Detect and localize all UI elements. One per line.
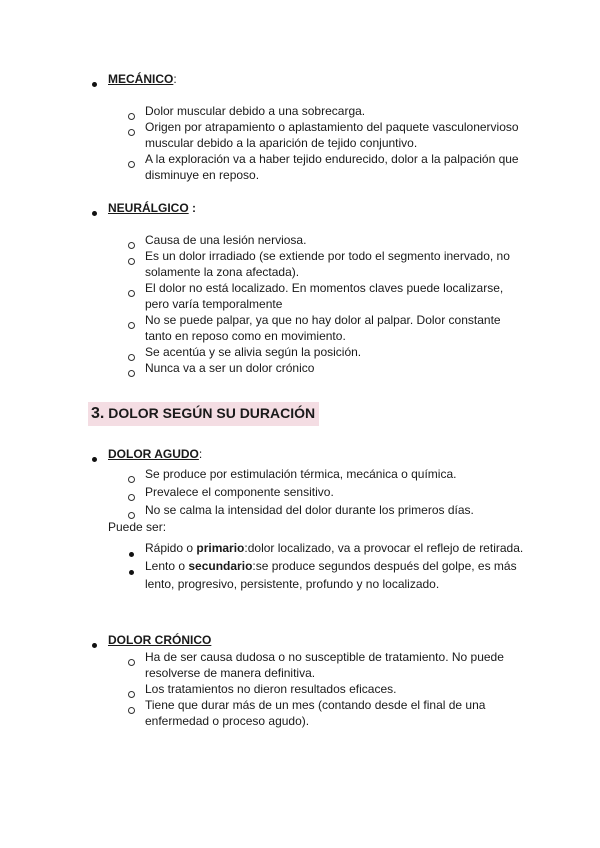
bullet-circle (128, 238, 135, 252)
bullet-circle (128, 286, 135, 300)
section-heading-duracion (88, 402, 319, 426)
list-item: No se calma la intensidad del dolor durante los primeros días. (145, 503, 474, 517)
type-item-primario (145, 540, 523, 556)
heading-label: MECÁNICO (108, 72, 174, 86)
list-item: Causa de una lesión nerviosa. (145, 233, 307, 247)
list-item: Los tratamientos no dieron resultados eficaces. (145, 682, 397, 696)
bullet-circle (128, 157, 135, 171)
list-item: Se produce por estimulación térmica, mecánica o química. (145, 467, 457, 481)
bullet-circle (128, 472, 135, 486)
list-item-cont: disminuye en reposo. (145, 168, 260, 182)
type-bold: secundario (188, 559, 253, 573)
bullet-disc (92, 76, 97, 90)
list-item: Origen por atrapamiento o aplastamiento del paquete vasculonervioso (145, 120, 519, 134)
heading-label: DOLOR CRÓNICO (108, 633, 212, 647)
bullet-circle (128, 687, 135, 701)
bullet-circle (128, 254, 135, 268)
bullet-circle (128, 655, 135, 669)
list-item-cont: resolverse de manera definitiva. (145, 666, 316, 680)
list-item-cont: muscular debido a la aparición de tejido conjuntivo. (145, 136, 418, 150)
list-item: Ha de ser causa dudosa o no susceptible de tratamiento. No puede (145, 650, 504, 664)
heading-suffix: : (188, 201, 197, 215)
list-item: Prevalece el componente sensitivo. (145, 485, 334, 499)
type-item-secundario (145, 558, 517, 574)
list-item-cont: pero varía temporalmente (145, 297, 283, 311)
heading-title: DOLOR SEGÚN SU DURACIÓN (104, 405, 316, 421)
list-item-cont: solamente la zona afectada). (145, 265, 300, 279)
bullet-circle (128, 318, 135, 332)
bullet-circle (128, 703, 135, 717)
section-heading-agudo (108, 446, 202, 462)
bullet-circle (128, 366, 135, 380)
puede-ser-label: Puede ser: (108, 520, 167, 534)
list-item: No se puede palpar, ya que no hay dolor al palpar. Dolor constante (145, 313, 501, 327)
heading-number: 3. (91, 405, 105, 422)
bullet-disc (129, 564, 134, 578)
list-item: A la exploración va a haber tejido endurecido, dolor a la palpación que (145, 152, 519, 166)
bullet-disc (92, 637, 97, 651)
bullet-circle (128, 125, 135, 139)
list-item: Nunca va a ser un dolor crónico (145, 361, 315, 375)
bullet-disc (92, 205, 97, 219)
list-item: Tiene que durar más de un mes (contando desde el final de una (145, 698, 486, 712)
list-item-cont: tanto en reposo como en movimiento. (145, 329, 346, 343)
heading-label: DOLOR AGUDO (108, 447, 199, 461)
list-item: Se acentúa y se alivia según la posición. (145, 345, 362, 359)
section-heading-cronico (108, 632, 211, 648)
list-item: Dolor muscular debido a una sobrecarga. (145, 104, 366, 118)
list-item: El dolor no está localizado. En momentos claves puede localizarse, (145, 281, 504, 295)
type-pre: Lento o (145, 559, 189, 573)
list-item-cont: enfermedad o proceso agudo). (145, 714, 310, 728)
bullet-circle (128, 350, 135, 364)
type-post: :se produce segundos después del golpe, es más (252, 559, 517, 573)
bullet-disc (92, 451, 97, 465)
type-post: :dolor localizado, va a provocar el reflejo de retirada. (244, 541, 524, 555)
heading-suffix: : (198, 447, 203, 461)
section-heading-mecanico (108, 71, 177, 87)
section-heading-neuralgico (108, 200, 196, 216)
type-item-cont: lento, progresivo, persistente, profundo y no localizado. (145, 577, 440, 591)
bullet-disc (129, 546, 134, 560)
heading-label: NEURÁLGICO (108, 201, 189, 215)
list-item: Es un dolor irradiado (se extiende por todo el segmento inervado, no (145, 249, 510, 263)
type-pre: Rápido o (145, 541, 197, 555)
bullet-circle (128, 490, 135, 504)
type-bold: primario (196, 541, 245, 555)
bullet-circle (128, 109, 135, 123)
heading-suffix: : (173, 72, 177, 86)
